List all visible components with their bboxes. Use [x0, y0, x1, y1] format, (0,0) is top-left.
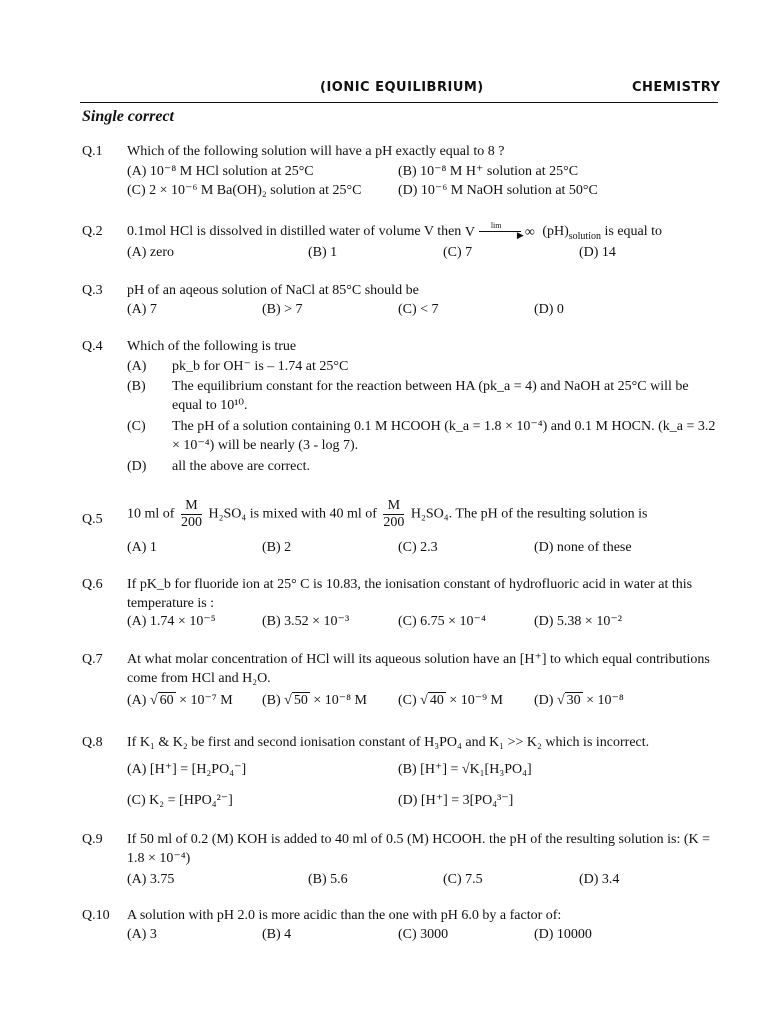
option-d: (D) 10⁻⁶ M NaOH solution at 50°C: [398, 183, 598, 198]
question-text: Which of the following solution will have a pH exactly equal to 8 ?: [127, 144, 505, 159]
question-number: Q.9: [82, 832, 103, 847]
header-rule: [80, 102, 718, 103]
option-b: (B) √ 50 × 10⁻⁸ M: [262, 693, 367, 708]
option-b: (B) 5.6: [308, 872, 348, 887]
option-d: (D) 5.38 × 10⁻²: [534, 614, 622, 629]
option-d: (D) 3.4: [579, 872, 620, 887]
option-c: (C) 7: [443, 245, 473, 260]
option-a: (A) 7: [127, 302, 157, 317]
limit-expression: V ▶ lim ∞: [465, 225, 539, 239]
question-number: Q.7: [82, 652, 103, 667]
option-a: (A) 3.75: [127, 872, 175, 887]
fraction: $\frac{M}{200}$: [180, 498, 202, 530]
option-b: (B) 2: [262, 540, 292, 555]
option-b: (B) 1: [308, 245, 338, 260]
option-d: (D) 10000: [534, 927, 592, 942]
option-d: (D) 14: [579, 245, 616, 260]
question-number: Q.4: [82, 339, 103, 354]
question-text: A solution with pH 2.0 is more acidic than the one with pH 6.0 by a factor of:: [127, 908, 562, 923]
option-b: (B) 10⁻⁸ M H⁺ solution at 25°C: [398, 164, 579, 179]
option-b: (B) 3.52 × 10⁻³: [262, 614, 350, 629]
option-b: (B) [H⁺] = √K₁[H₃PO₄]: [398, 762, 532, 777]
option-c: (C) 7.5: [443, 872, 483, 887]
arrow-head: ▶: [516, 229, 524, 240]
question-number: Q.5: [82, 512, 103, 527]
option-d: (D) [H⁺] = 3[PO₄³⁻]: [398, 793, 514, 808]
question-text: If K₁ & K₂ be first and second ionisation constant of H₃PO₄ and K₁ >> K₂ which is incorrect.: [127, 735, 650, 750]
question-number: Q.3: [82, 283, 103, 298]
option-c: (C) 6.75 × 10⁻⁴: [398, 614, 486, 629]
option-d: (D) none of these: [534, 540, 632, 555]
subject-title: CHEMISTRY: [632, 80, 721, 95]
option-a: (A) 10⁻⁸ M HCl solution at 25°C: [127, 164, 314, 179]
option-c: (C) √ 40 × 10⁻⁹ M: [398, 693, 503, 708]
option-c: (C) 3000: [398, 927, 449, 942]
question-number: Q.10: [82, 908, 110, 923]
option-d: (D) 0: [534, 302, 564, 317]
option-a: (A) 1.74 × 10⁻⁵: [127, 614, 216, 629]
option-a: (A) [H⁺] = [H₂PO₄⁻]: [127, 762, 247, 777]
question-text: 10 ml of $\frac{M}{200}$ H₂SO₄ is mixed with 40 ml of $\frac{M}{200}$ H₂SO₄. The pH of the resulting solution is: [127, 498, 648, 530]
option-c: (C) < 7: [398, 302, 439, 317]
option-a: (A) zero: [127, 245, 175, 260]
option-b: (B) > 7: [262, 302, 303, 317]
option-a: (A) √ 60 × 10⁻⁷ M: [127, 693, 233, 708]
question-text: 0.1mol HCl is dissolved in distilled water of volume V then V ▶ lim ∞ $(pH)_{solution}$ is equal to: [127, 222, 722, 241]
question-text: If pK_b for fluoride ion at 25° C is 10.83, the ionisation constant of hydrofluoric acid in water at this temperature is :: [127, 577, 693, 611]
chapter-title: (IONIC EQUILIBRIUM): [320, 80, 484, 95]
question-text: pH of an aqeous solution of NaCl at 85°C should be: [127, 283, 419, 298]
option-b: (B) 4: [262, 927, 292, 942]
question-text: At what molar concentration of HCl will its aqueous solution have an [H⁺] to which equal contributions come from HCl and H₂O.: [127, 652, 710, 686]
section-title: Single correct: [82, 108, 174, 125]
question-number: Q.8: [82, 735, 103, 750]
question-number: Q.2: [82, 224, 103, 239]
option-a: (A) 3: [127, 927, 157, 942]
option-c: (C) 2 × 10⁻⁶ M Ba(OH)₂ solution at 25°C: [127, 183, 362, 198]
question-text: Which of the following is true: [127, 339, 297, 354]
question-number: Q.1: [82, 144, 103, 159]
fraction: $\frac{M}{200}$: [383, 498, 405, 530]
option-c: (C) K₂ = [HPO₄²⁻]: [127, 793, 233, 808]
question-text: If 50 ml of 0.2 (M) KOH is added to 40 ml of 0.5 (M) HCOOH. the pH of the resulting solution is: (K = 1.8 × 10⁻⁴): [127, 832, 711, 866]
option-d: (D) √ 30 × 10⁻⁸: [534, 693, 624, 708]
option-a: (A) 1: [127, 540, 157, 555]
option-c: (C) 2.3: [398, 540, 438, 555]
question-number: Q.6: [82, 577, 103, 592]
